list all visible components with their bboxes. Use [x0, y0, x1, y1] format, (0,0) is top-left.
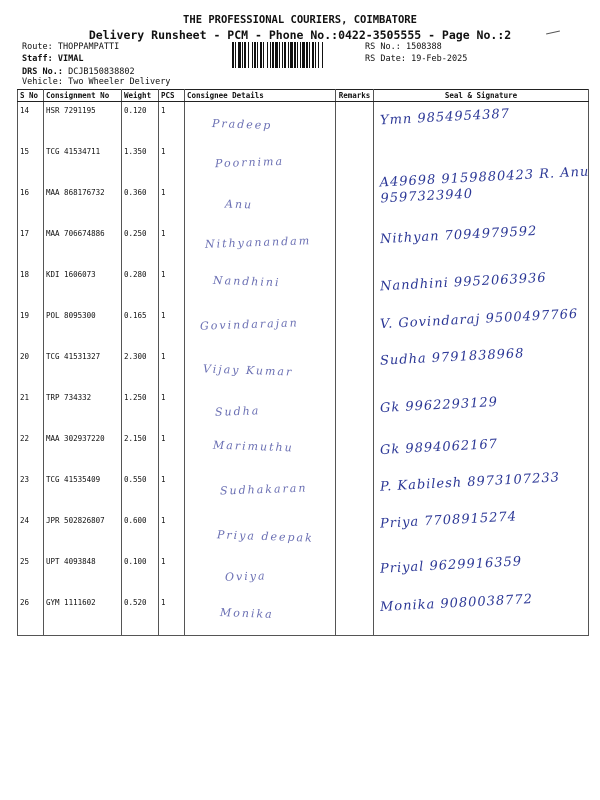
consignee-handwriting: Sudha [214, 404, 261, 419]
cell-remarks [336, 266, 374, 307]
vehicle-line [22, 77, 170, 87]
signature-handwriting: P. Kabilesh 8973107233 [379, 470, 561, 495]
consignee-handwriting: Vijay Kumar [202, 362, 294, 379]
cell-remarks [336, 389, 374, 430]
cell-pcs: 1 [159, 143, 185, 184]
cell-cno: TCG 41531327 [44, 348, 122, 389]
cell-pcs: 1 [159, 266, 185, 307]
cell-weight: 1.350 [122, 143, 159, 184]
route-value: THOPPAMPATTI [57, 42, 120, 52]
consignee-handwriting: Govindarajan [199, 316, 299, 333]
consignee-handwriting: Priya deepak [216, 528, 314, 545]
cell-remarks [336, 430, 374, 471]
cell-remarks [336, 102, 374, 144]
cell-remarks [336, 225, 374, 266]
rs-no-line [365, 42, 442, 52]
consignee-handwriting: Oviya [224, 569, 267, 584]
cell-cno: GYM 1111602 [44, 594, 122, 636]
cell-remarks [336, 512, 374, 553]
cell-cno: MAA 302937220 [44, 430, 122, 471]
rs-no-label: RS No.: [365, 42, 401, 52]
staff-value: VIMAL [57, 54, 84, 64]
company-title: THE PROFESSIONAL COURIERS, COIMBATORE [183, 14, 417, 26]
column-header: Remarks [336, 90, 374, 102]
table-row [18, 389, 589, 430]
cell-pcs: 1 [159, 102, 185, 144]
cell-cno: MAA 868176732 [44, 184, 122, 225]
drs-line [22, 67, 135, 77]
cell-pcs: 1 [159, 225, 185, 266]
cell-remarks [336, 471, 374, 512]
cell-cno: KDI 1606073 [44, 266, 122, 307]
consignee-handwriting: Nithyanandam [204, 234, 312, 251]
rs-no-value: 1508388 [405, 42, 442, 52]
cell-sno: 18 [18, 266, 44, 307]
cell-remarks [336, 348, 374, 389]
staff-label: Staff: [22, 54, 53, 64]
cell-cno: TRP 734332 [44, 389, 122, 430]
cell-pcs: 1 [159, 430, 185, 471]
signature-handwriting: Nandhini 9952063936 [379, 270, 547, 295]
column-header: PCS [159, 90, 185, 102]
cell-sno: 15 [18, 143, 44, 184]
cell-cno: HSR 7291195 [44, 102, 122, 144]
cell-cno: JPR 502826807 [44, 512, 122, 553]
column-header: Consignment No [44, 90, 122, 102]
cell-sno: 22 [18, 430, 44, 471]
signature-handwriting: Gk 9962293129 [379, 394, 499, 417]
consignee-handwriting: Pradeep [211, 116, 273, 133]
consignee-handwriting: Nandhini [212, 273, 281, 290]
signature-handwriting: Gk 9894062167 [379, 436, 499, 459]
cell-pcs: 1 [159, 594, 185, 636]
consignee-handwriting: Anu [224, 197, 254, 212]
column-header: Seal & Signature [374, 90, 589, 102]
signature-handwriting: V. Govindaraj 9500497766 [379, 306, 579, 333]
cell-pcs: 1 [159, 553, 185, 594]
cell-pcs: 1 [159, 471, 185, 512]
cell-pcs: 1 [159, 184, 185, 225]
cell-pcs: 1 [159, 389, 185, 430]
signature-handwriting: Sudha 9791838968 [379, 346, 525, 369]
barcode [232, 42, 356, 68]
cell-weight: 0.520 [122, 594, 159, 636]
cell-weight: 2.150 [122, 430, 159, 471]
vehicle-value: Two Wheeler Delivery [68, 77, 171, 87]
column-header: Weight [122, 90, 159, 102]
cell-sno: 21 [18, 389, 44, 430]
consignee-handwriting: Poornima [214, 154, 285, 171]
cell-weight: 0.120 [122, 102, 159, 144]
cell-remarks [336, 553, 374, 594]
consignee-handwriting: Monika [219, 606, 274, 621]
consignee-handwriting: Marimuthu [212, 438, 294, 455]
rs-date-label: RS Date: [365, 54, 406, 64]
cell-sno: 19 [18, 307, 44, 348]
rs-date-line [365, 54, 467, 64]
cell-cno: TCG 41534711 [44, 143, 122, 184]
consignee-handwriting: Sudhakaran [219, 481, 308, 498]
cell-weight: 0.280 [122, 266, 159, 307]
cell-remarks [336, 307, 374, 348]
cell-sno: 24 [18, 512, 44, 553]
runsheet-subtitle: Delivery Runsheet - PCM - Phone No.:0422-3505555 - Page No.:2 [88, 28, 512, 42]
cell-weight: 0.250 [122, 225, 159, 266]
cell-sno: 25 [18, 553, 44, 594]
cell-remarks [336, 594, 374, 636]
cell-cno: TCG 41535409 [44, 471, 122, 512]
cell-cno: UPT 4093848 [44, 553, 122, 594]
cell-weight: 1.250 [122, 389, 159, 430]
signature-handwriting: Priyal 9629916359 [379, 554, 523, 577]
cell-weight: 0.165 [122, 307, 159, 348]
cell-weight: 0.100 [122, 553, 159, 594]
cell-sno: 26 [18, 594, 44, 636]
cell-pcs: 1 [159, 512, 185, 553]
rs-date-value: 19-Feb-2025 [411, 54, 468, 64]
cell-consignee [185, 184, 336, 225]
signature-handwriting: Monika 9080038772 [379, 592, 534, 615]
cell-cno: POL 8095300 [44, 307, 122, 348]
signature-handwriting: Ymn 9854954387 [379, 106, 511, 129]
cell-cno: MAA 706674886 [44, 225, 122, 266]
cell-weight: 0.600 [122, 512, 159, 553]
cell-remarks [336, 184, 374, 225]
column-header: Consignee Details [185, 90, 336, 102]
route-line [22, 42, 119, 52]
cell-sno: 23 [18, 471, 44, 512]
drs-value: DCJB150838802 [68, 67, 135, 77]
cell-pcs: 1 [159, 307, 185, 348]
vehicle-label: Vehicle: [22, 77, 63, 87]
cell-sno: 14 [18, 102, 44, 144]
signature-handwriting: Priya 7708915274 [379, 509, 518, 532]
cell-remarks [336, 143, 374, 184]
cell-pcs: 1 [159, 348, 185, 389]
column-header: S No [18, 90, 44, 102]
cell-sno: 17 [18, 225, 44, 266]
cell-weight: 0.550 [122, 471, 159, 512]
table-row [18, 430, 589, 471]
route-label: Route: [22, 42, 53, 52]
signature-handwriting: Nithyan 7094979592 [379, 223, 538, 248]
cell-weight: 2.300 [122, 348, 159, 389]
cell-sno: 16 [18, 184, 44, 225]
table-header-row [18, 90, 589, 102]
drs-label: DRS No.: [22, 67, 63, 77]
signature-handwriting: A49698 9159880423 R. Anu 9597323940 [379, 164, 590, 207]
staff-line [22, 54, 83, 64]
cell-sno: 20 [18, 348, 44, 389]
cell-weight: 0.360 [122, 184, 159, 225]
